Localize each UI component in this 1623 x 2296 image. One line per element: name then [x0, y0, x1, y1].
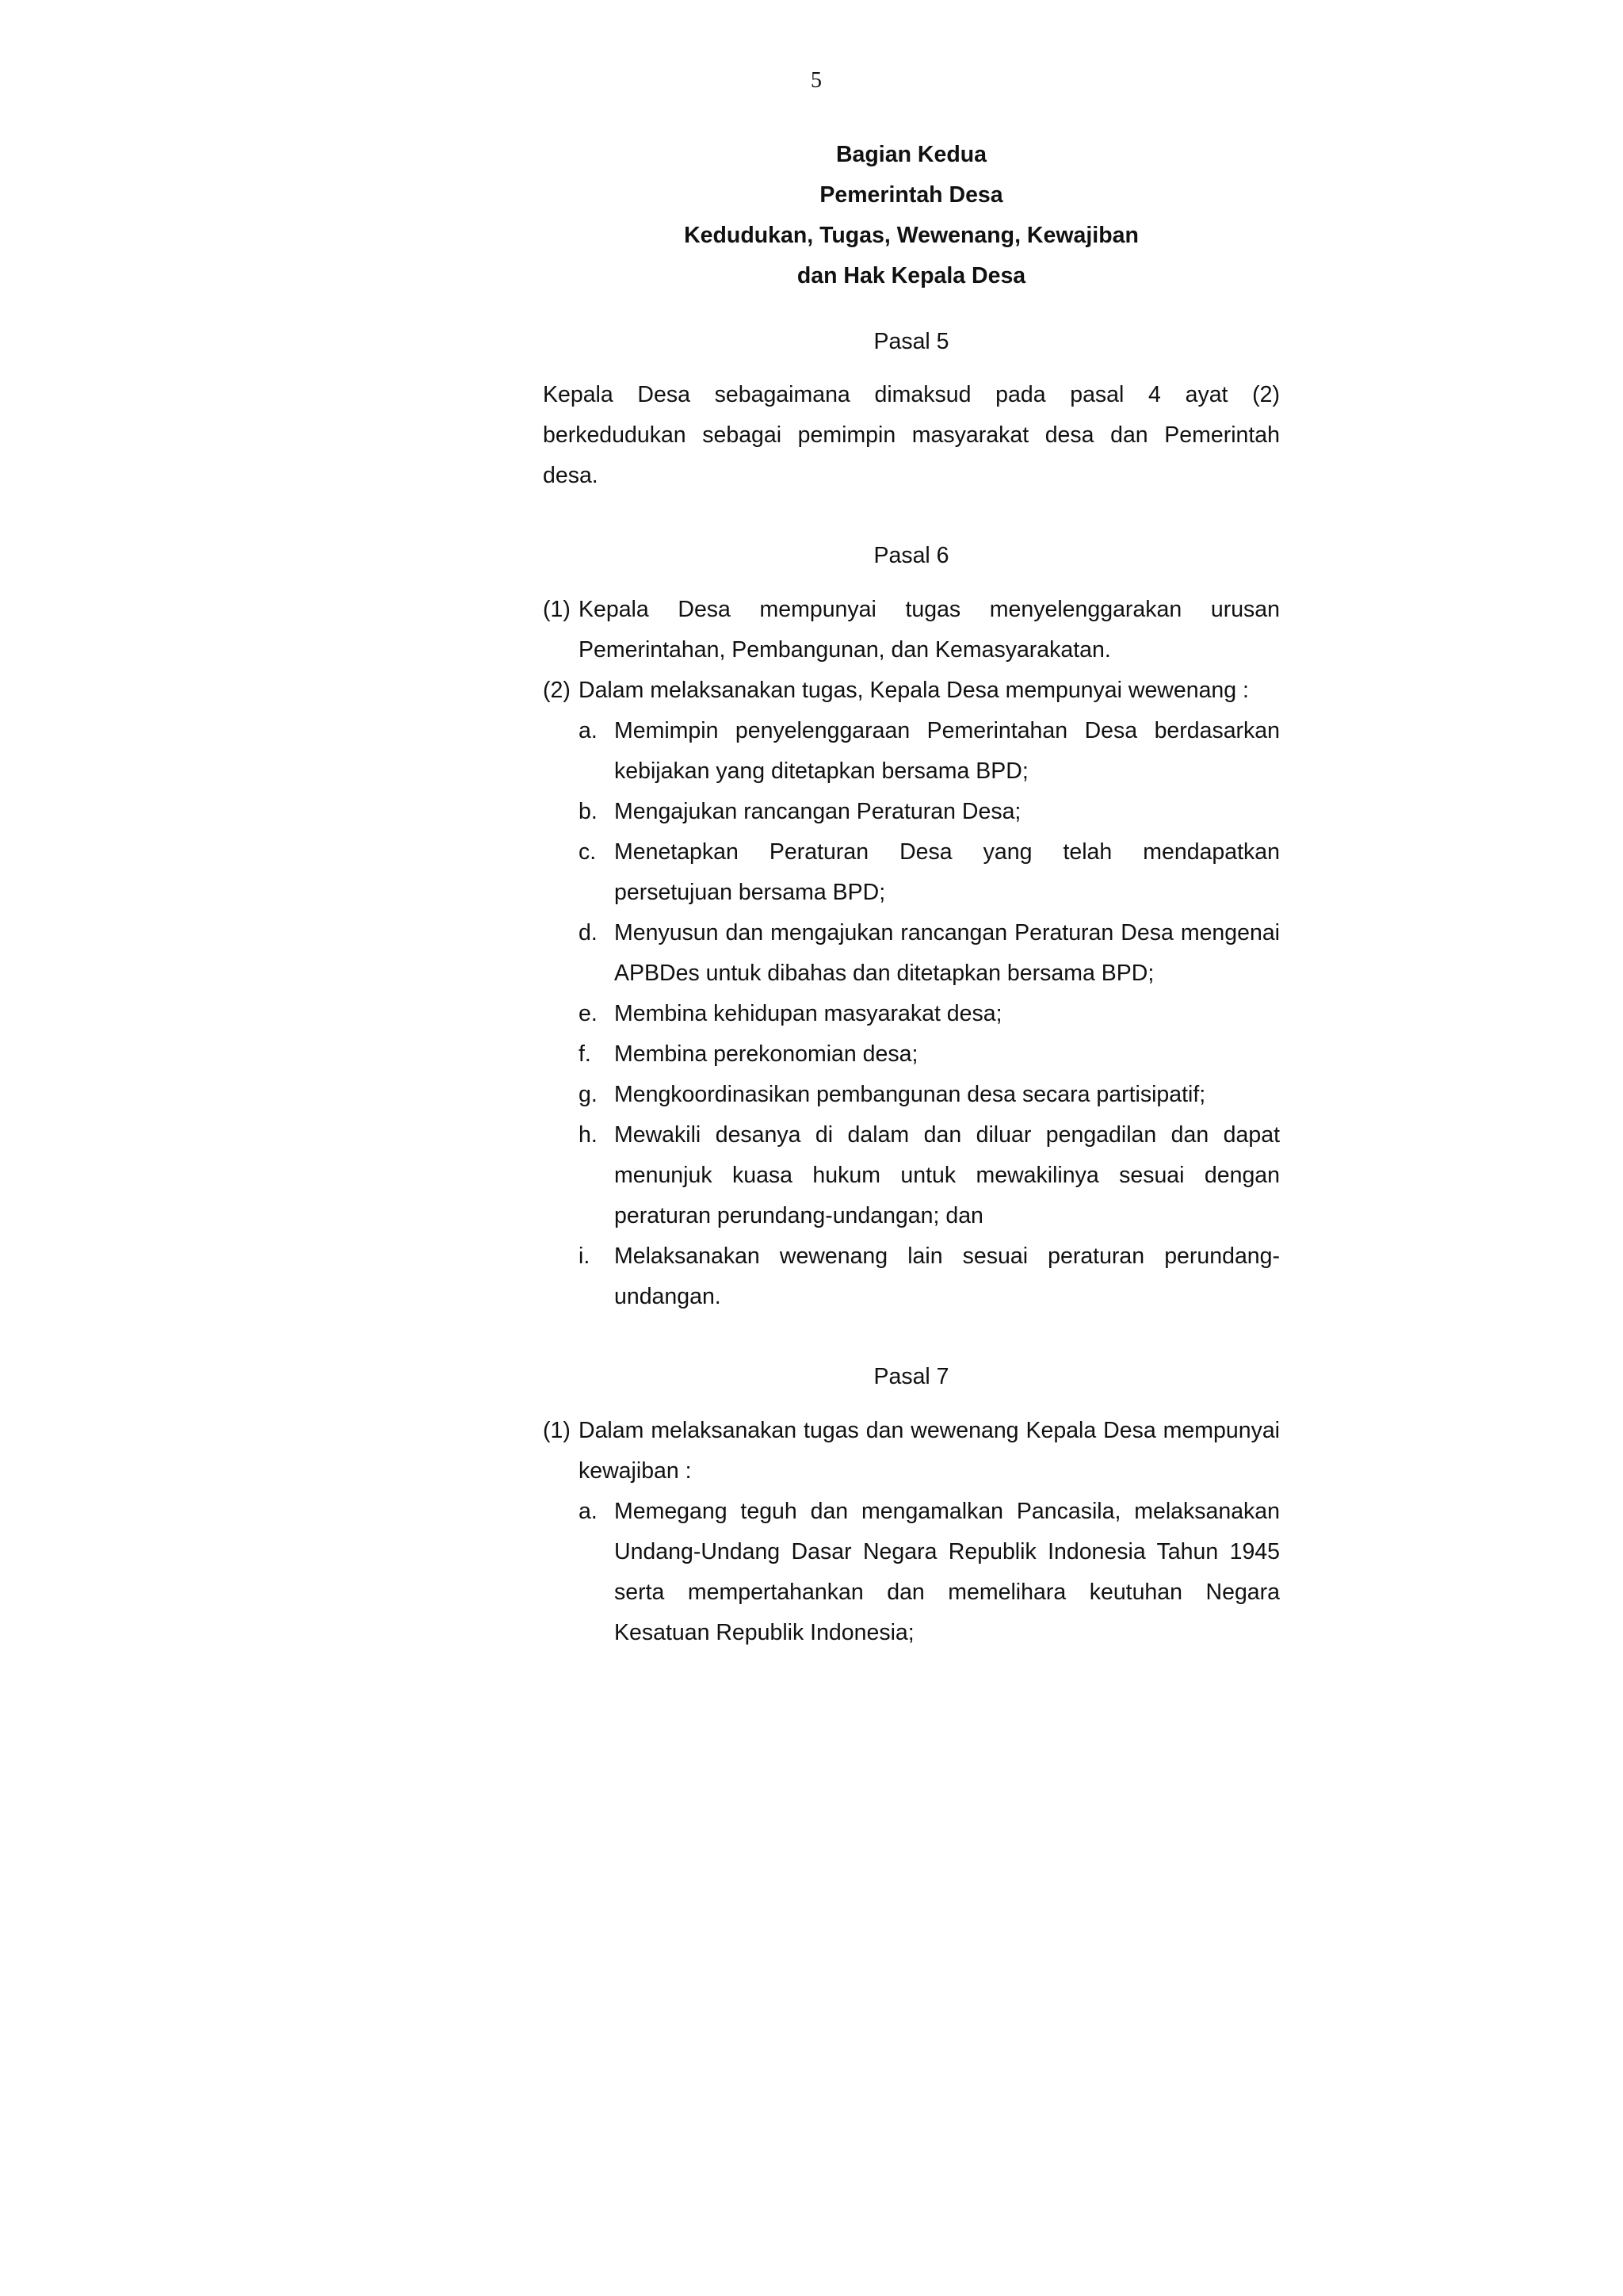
heading-line-4: dan Hak Kepala Desa — [796, 263, 1026, 288]
list-marker: h. — [579, 1122, 598, 1148]
document-body — [543, 135, 1280, 1653]
pasal-5-title: Pasal 5 — [873, 329, 949, 354]
page-number: 5 — [811, 68, 822, 93]
list-text: Mengajukan rancangan Peraturan Desa; — [614, 799, 1022, 824]
list-marker: (2) — [543, 678, 571, 703]
list-marker: a. — [579, 1499, 598, 1524]
pasal-6-ayat-2 — [543, 670, 1280, 711]
list-text: Memegang teguh dan mengamalkan Pancasila, melaksanakan Undang-Undang Dasar Negara Republik Indonesia Tahun 1945 serta mempertahankan dan memelihara keutuhan Negara Kesatuan Republik Indonesia; — [614, 1499, 1280, 1645]
list-marker: e. — [579, 1001, 598, 1026]
list-item — [579, 1492, 1280, 1653]
list-marker: g. — [579, 1082, 598, 1107]
list-item — [579, 1115, 1280, 1236]
list-item — [579, 1034, 1280, 1075]
list-item — [579, 711, 1280, 792]
list-item — [579, 792, 1280, 832]
pasal-6-title: Pasal 6 — [873, 543, 949, 568]
list-item — [579, 994, 1280, 1034]
list-text: Mewakili desanya di dalam dan diluar pengadilan dan dapat menunjuk kuasa hukum untuk mewakilinya sesuai dengan peraturan perundang-undangan; dan — [614, 1122, 1280, 1228]
list-text: Menetapkan Peraturan Desa yang telah mendapatkan persetujuan bersama BPD; — [614, 839, 1280, 905]
list-text: Memimpin penyelenggaraan Pemerintahan Desa berdasarkan kebijakan yang ditetapkan bersama BPD; — [614, 718, 1280, 784]
list-text: Dalam melaksanakan tugas, Kepala Desa mempunyai wewenang : — [579, 678, 1249, 703]
pasal-6-ayat-1 — [543, 590, 1280, 670]
list-item — [579, 1236, 1280, 1317]
list-text: Membina perekonomian desa; — [614, 1041, 918, 1067]
list-text: Kepala Desa mempunyai tugas menyelenggarakan urusan Pemerintahan, Pembangunan, dan Kemasyarakatan. — [579, 597, 1280, 663]
list-item — [579, 832, 1280, 913]
pasal-7-title: Pasal 7 — [873, 1364, 949, 1389]
pasal-5-text: Kepala Desa sebagaimana dimaksud pada pasal 4 ayat (2) berkedudukan sebagai pemimpin masyarakat desa dan Pemerintah desa. — [543, 382, 1280, 488]
list-text: Mengkoordinasikan pembangunan desa secara partisipatif; — [614, 1082, 1206, 1107]
list-text: Melaksanakan wewenang lain sesuai peraturan perundang-undangan. — [614, 1244, 1280, 1309]
list-text: Membina kehidupan masyarakat desa; — [614, 1001, 1002, 1026]
list-marker: b. — [579, 799, 598, 824]
list-item — [579, 1075, 1280, 1115]
list-marker: i. — [579, 1244, 590, 1269]
heading-line-3: Kedudukan, Tugas, Wewenang, Kewajiban — [684, 223, 1139, 248]
list-marker: a. — [579, 718, 598, 743]
list-marker: d. — [579, 920, 598, 946]
pasal-7-sublist — [543, 1492, 1280, 1653]
heading-line-1: Bagian Kedua — [835, 142, 987, 167]
list-item — [579, 913, 1280, 994]
pasal-6-sublist — [543, 711, 1280, 1317]
section-heading — [543, 135, 1280, 296]
pasal-7-ayat-1 — [543, 1411, 1280, 1492]
list-text: Dalam melaksanakan tugas dan wewenang Kepala Desa mempunyai kewajiban : — [579, 1418, 1280, 1484]
list-marker: (1) — [543, 597, 571, 622]
list-marker: c. — [579, 839, 597, 865]
list-marker: f. — [579, 1041, 591, 1067]
list-marker: (1) — [543, 1418, 571, 1443]
list-text: Menyusun dan mengajukan rancangan Peraturan Desa mengenai APBDes untuk dibahas dan ditetapkan bersama BPD; — [614, 920, 1280, 986]
heading-line-2: Pemerintah Desa — [819, 182, 1003, 208]
